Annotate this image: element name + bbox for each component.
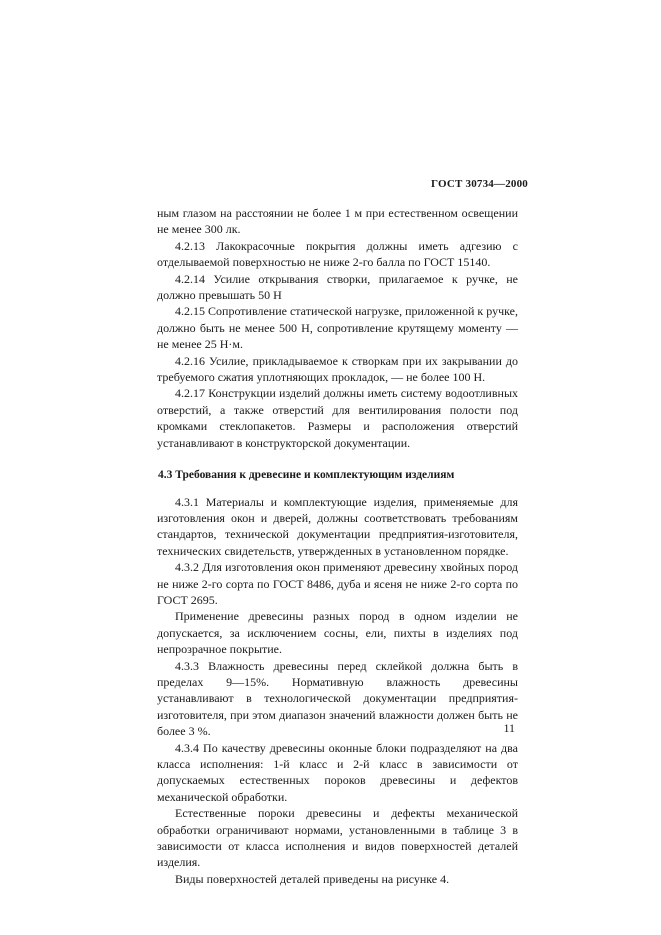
paragraph: 4.3.3 Влажность древесины перед склейкой должна быть в пределах 9—15%. Нормативную влажность древесины устанавливают в технологической документации предприятия-изготовителя, при этом диапазон значений влажности должен быть не более 3 %.: [157, 658, 518, 739]
paragraph: 4.3.2 Для изготовления окон применяют древесину хвойных пород не ниже 2-го сорта по ГОСТ 8486, дуба и ясеня не ниже 2-го сорта по ГОСТ 2695.: [157, 560, 518, 607]
paragraph: Виды поверхностей деталей приведены на рисунке 4.: [175, 871, 450, 886]
paragraph: 4.2.16 Усилие, прикладываемое к створкам при их закрывании до требуемого сжатия уплотняющих прокладок, — не более 100 Н.: [157, 353, 518, 385]
paragraph: 4.2.17 Конструкции изделий должны иметь систему водоотливных отверстий, а также отверстий для вентилирования полости под кромками стеклопакетов. Размеры и расположения отверстий устанавливают в конструкторской документации.: [157, 386, 518, 450]
page-number: 11: [503, 721, 515, 735]
standard-header: ГОСТ 30734—2000: [431, 178, 528, 190]
paragraph: 4.2.15 Сопротивление статической нагрузке, приложенной к ручке, должно быть не менее 500 Н, сопротивление крутящему моменту — не менее 25 Н·м.: [157, 304, 518, 352]
paragraph: 4.3.1 Материалы и комплектующие изделия, применяемые для изготовления окон и дверей, должны соответствовать требованиям стандартов, технической документации предприятия-изготовителя, технических свидетельств, утвержденных в установленном порядке.: [157, 494, 518, 558]
paragraph: 4.2.13 Лакокрасочные покрытия должны иметь адгезию с отделываемой поверхностью не ниже 2-го балла по ГОСТ 15140.: [157, 238, 518, 270]
document-body: [157, 205, 518, 887]
section-title: 4.3 Требования к древесине и комплектующим изделиям: [158, 469, 455, 482]
paragraph: ным глазом на расстоянии не более 1 м при естественном освещении не менее 300 лк.: [157, 206, 518, 237]
paragraph: Естественные пороки древесины и дефекты механической обработки ограничивают нормами, установленными в таблице 3 в зависимости от класса исполнения и видов поверхностей деталей изделия.: [157, 806, 518, 870]
paragraph: Применение древесины разных пород в одном изделии не допускается, за исключением сосны, ели, пихты в изделиях под непрозрачное покрытие.: [157, 609, 518, 657]
paragraph: 4.3.4 По качеству древесины оконные блоки подразделяют на два класса исполнения: 1-й класс и 2-й класс в зависимости от допускаемых естественных пороков древесины и дефектов механической обработки.: [157, 740, 518, 804]
paragraph: 4.2.14 Усилие открывания створки, прилагаемое к ручке, не должно превышать 50 Н: [157, 271, 518, 303]
